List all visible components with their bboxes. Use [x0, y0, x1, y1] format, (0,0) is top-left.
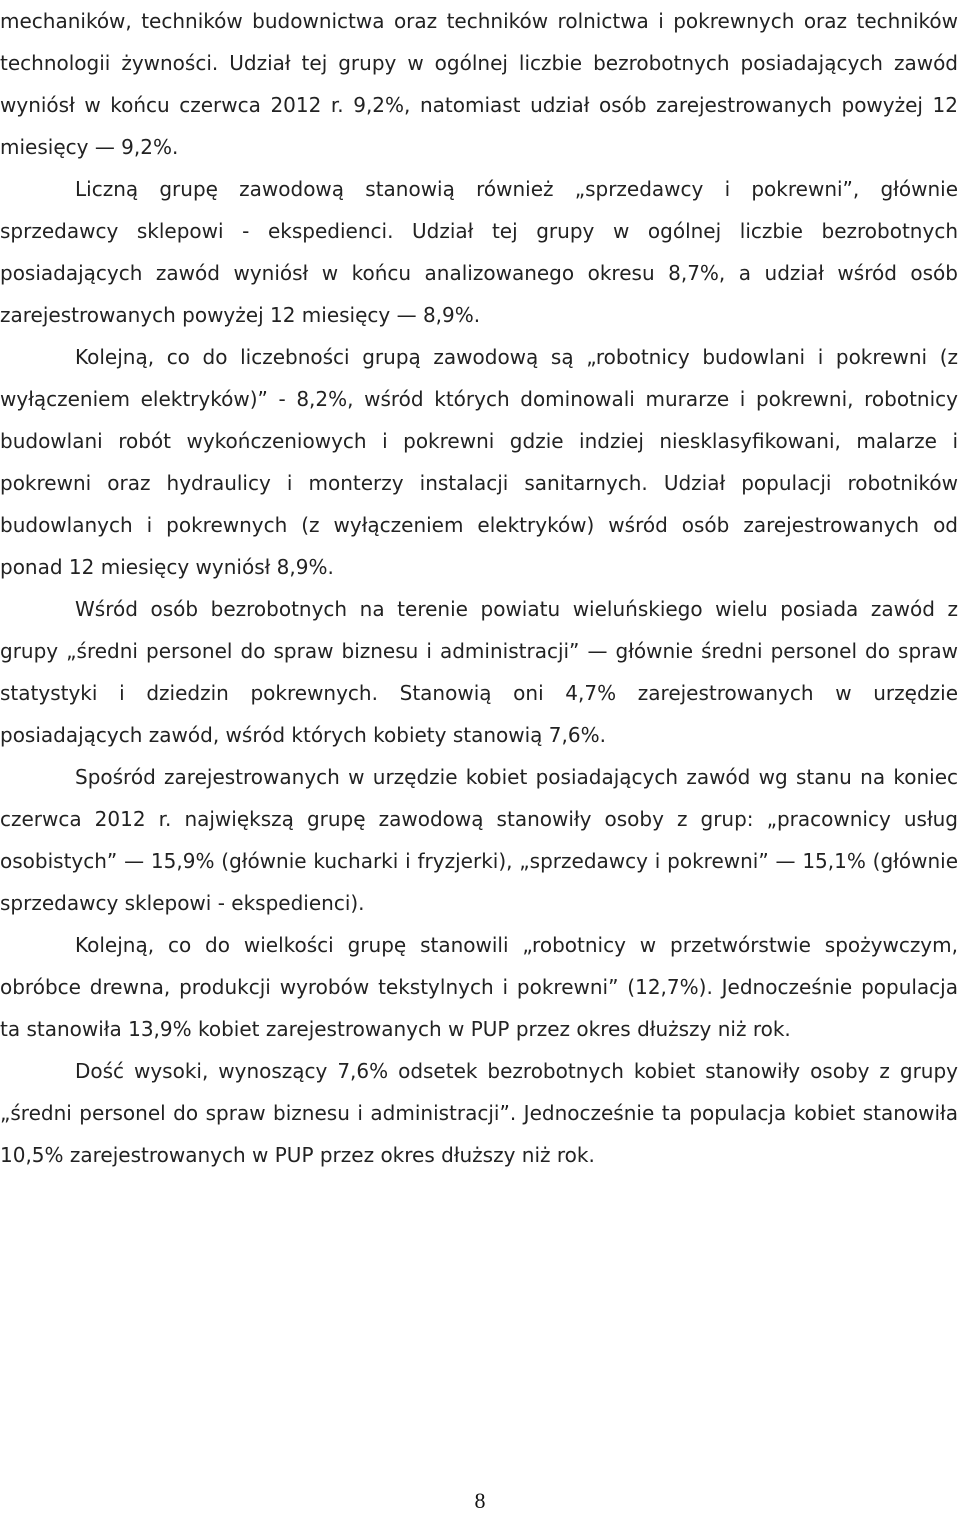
page-number: 8 [474, 1488, 486, 1513]
paragraph-women-largest-groups: Spośród zarejestrowanych w urzędzie kobiet posiadających zawód wg stanu na koniec czerwca 2012 r. największą grupę zawodową stanowiły osoby z grup: „pracownicy usług osobistych” — 15,9% (głównie kucharki i fryzjerki), „sprzedawcy i pokrewni” — 15,1% (głównie sprzedawcy sklepowi - ekspedienci). [0, 765, 958, 915]
paragraph-construction-workers: Kolejną, co do liczebności grupą zawodową są „robotnicy budowlani i pokrewni (z wyłączeniem elektryków)” - 8,2%, wśród których dominowali murarze i pokrewni, robotnicy budowlani robót wykończeniowych i pokrewni gdzie indziej niesklasyfikowani, malarze i pokrewni oraz hydraulicy i monterzy instalacji sanitarnych. Udział populacji robotników budowlanych i pokrewnych (z wyłączeniem elektryków) wśród osób zarejestrowanych od ponad 12 miesięcy wyniósł 8,9%. [0, 345, 958, 579]
paragraph-sales-workers: Liczną grupę zawodową stanowią również „sprzedawcy i pokrewni”, głównie sprzedawcy sklepowi - ekspedienci. Udział tej grupy w ogólnej liczbie bezrobotnych posiadających zawód wyniósł w końcu analizowanego okresu 8,7%, a udział wśród osób zarejestrowanych powyżej 12 miesięcy — 8,9%. [0, 177, 958, 327]
paragraph-continuation: mechaników, techników budownictwa oraz techników rolnictwa i pokrewnych oraz techników technologii żywności. Udział tej grupy w ogólnej liczbie bezrobotnych posiadających zawód wyniósł w końcu czerwca 2012 r. 9,2%, natomiast udział osób zarejestrowanych powyżej 12 miesięcy — 9,2%. [0, 9, 958, 159]
paragraph-women-food-processing: Kolejną, co do wielkości grupę stanowili „robotnicy w przetwórstwie spożywczym, obróbce drewna, produkcji wyrobów tekstylnych i pokrewni” (12,7%). Jednocześnie populacja ta stanowiła 13,9% kobiet zarejestrowanych w PUP przez okres dłuższy niż rok. [0, 933, 958, 1041]
paragraph-women-business-personnel: Dość wysoki, wynoszący 7,6% odsetek bezrobotnych kobiet stanowiły osoby z grupy „średni personel do spraw biznesu i administracji”. Jednocześnie ta populacja kobiet stanowiła 10,5% zarejestrowanych w PUP przez okres dłuższy niż rok. [0, 1059, 958, 1167]
paragraph-business-personnel: Wśród osób bezrobotnych na terenie powiatu wieluńskiego wielu posiada zawód z grupy „średni personel do spraw biznesu i administracji” — głównie średni personel do spraw statystyki i dziedzin pokrewnych. Stanowią oni 4,7% zarejestrowanych w urzędzie posiadających zawód, wśród których kobiety stanowią 7,6%. [0, 597, 958, 747]
